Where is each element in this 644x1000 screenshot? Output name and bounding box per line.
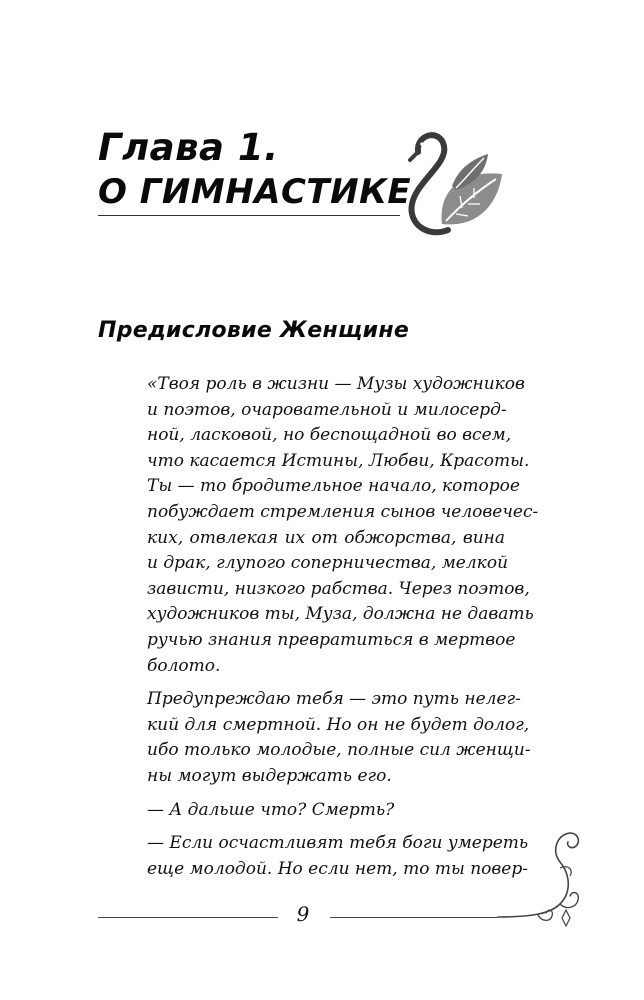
text-line: и драк, глупого соперничества, мелкой bbox=[147, 553, 509, 574]
text-line: ручью знания превратиться в мертвое bbox=[147, 629, 516, 650]
text-line: болото. bbox=[147, 655, 221, 676]
text-line: зависти, низкого рабства. Через поэтов, bbox=[147, 578, 530, 599]
flourish-ornament-icon bbox=[490, 818, 590, 940]
text-line: — А дальше что? Смерть? bbox=[147, 799, 395, 820]
text-line: ны могут выдержать его. bbox=[147, 765, 392, 786]
text-line: еще молодой. Но если нет, то ты повер- bbox=[147, 858, 528, 879]
swan-leaf-icon bbox=[398, 124, 508, 244]
page-number: 9 bbox=[296, 902, 310, 926]
text-line: Предупреждаю тебя — это путь нелег- bbox=[147, 689, 521, 710]
paragraph bbox=[147, 798, 505, 824]
text-line: — Если осчастливят тебя боги умереть bbox=[147, 833, 529, 854]
text-line: что касается Истины, Любви, Красоты. bbox=[147, 450, 530, 471]
chapter-divider bbox=[98, 215, 400, 216]
paragraph bbox=[147, 831, 529, 882]
text-line: «Твоя роль в жизни — Музы художников bbox=[147, 374, 525, 394]
paragraph bbox=[147, 687, 531, 789]
text-line: Ты — то бродительное начало, которое bbox=[147, 476, 520, 497]
text-line: ких, отвлекая их от обжорства, вина bbox=[147, 527, 505, 548]
text-line: побуждает стремления сынов человечес- bbox=[147, 501, 539, 522]
text-line: и поэтов, очаровательной и милосерд- bbox=[147, 399, 507, 420]
chapter-number: Глава 1. bbox=[98, 126, 279, 169]
text-line: ной, ласковой, но беспощадной во всем, bbox=[147, 425, 512, 446]
text-line: художников ты, Муза, должна не давать bbox=[147, 604, 534, 625]
chapter-heading bbox=[98, 126, 418, 214]
body-text bbox=[147, 372, 539, 890]
text-line: кий для смертной. Но он не будет долог, bbox=[147, 714, 530, 735]
chapter-title: О ГИМНАСТИКЕ bbox=[98, 172, 412, 212]
footer-divider-right bbox=[330, 917, 498, 918]
section-title: Предисловие Женщине bbox=[98, 318, 410, 343]
footer-divider-left bbox=[98, 917, 278, 918]
text-line: ибо только молодые, полные сил женщи- bbox=[147, 740, 531, 761]
paragraph bbox=[147, 372, 539, 679]
